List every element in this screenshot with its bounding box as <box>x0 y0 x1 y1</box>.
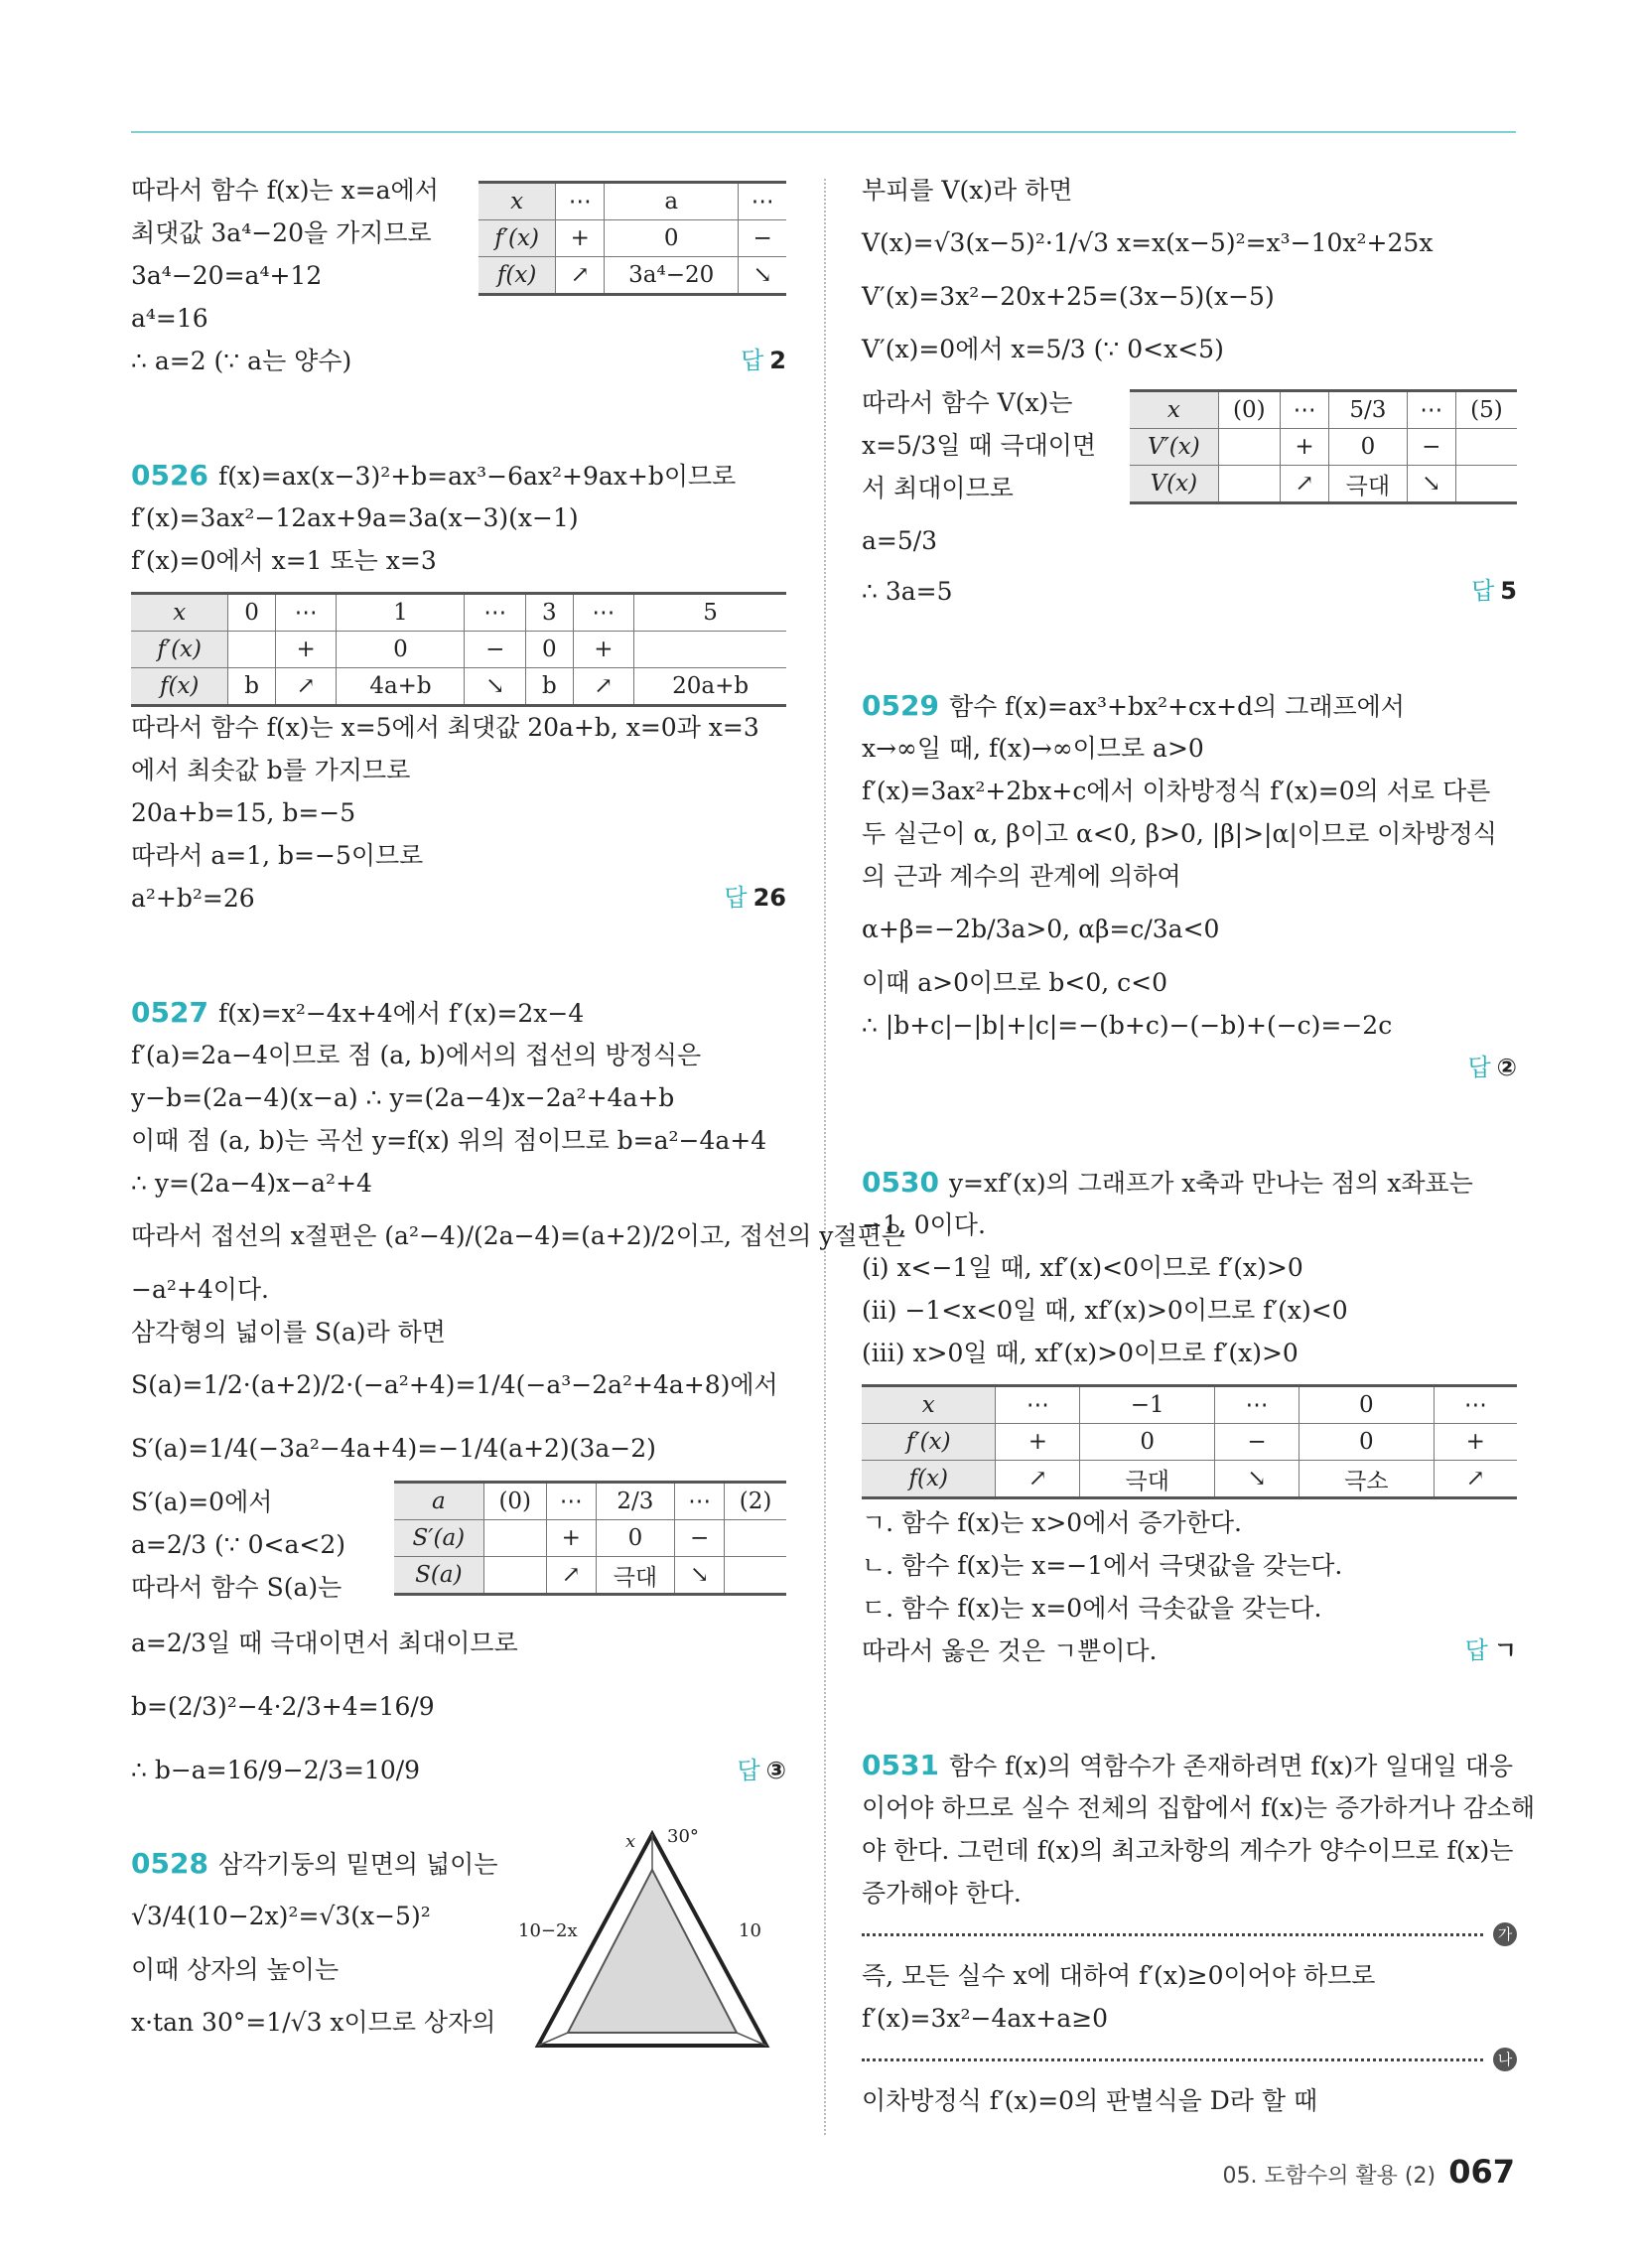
table-cell: 0 <box>526 632 573 668</box>
text-line: 20a+b=15, b=−5 <box>131 798 356 827</box>
text-line: V(x)=√3(x−5)²·1/√3 x=x(x−5)²=x³−10x²+25x <box>862 228 1434 257</box>
text-line: (ii) −1<x<0일 때, xf′(x)>0이므로 f′(x)<0 <box>862 1296 1348 1325</box>
chapter-label: 05. 도함수의 활용 (2) <box>1222 2164 1437 2189</box>
text-line: 에서 최솟값 b를 가지므로 <box>131 756 411 784</box>
angle-label: 30° <box>667 1826 699 1847</box>
table-row <box>394 1483 786 1520</box>
text-line: ㄴ. 함수 f(x)는 x=−1에서 극댓값을 갖는다. <box>862 1551 1343 1580</box>
table-cell: ↗ <box>546 1557 596 1595</box>
conclusion-text: 따라서 옳은 것은 ㄱ뿐이다. <box>862 1636 1158 1665</box>
text-line: f′(x)=3x²−4ax+a≥0 <box>862 2004 1109 2033</box>
table-row <box>479 257 786 295</box>
text-line: −a²+4이다. <box>131 1275 269 1304</box>
text-line: f′(a)=2a−4이므로 점 (a, b)에서의 접선의 방정식은 <box>131 1041 702 1069</box>
answer-label: 답 <box>1467 1054 1491 1081</box>
text-line: 증가해야 한다. <box>862 1879 1022 1908</box>
text-line <box>131 340 786 382</box>
table-cell: 극소 <box>1300 1461 1435 1498</box>
table-cell: ⋯ <box>573 594 634 632</box>
table-cell: (0) <box>483 1483 546 1520</box>
table-cell: ↘ <box>1407 466 1455 503</box>
table-cell: 2/3 <box>596 1483 675 1520</box>
table-cell <box>1455 429 1517 466</box>
table-cell: ↘ <box>675 1557 725 1595</box>
table-cell <box>1455 466 1517 503</box>
table-cell: 0 <box>1300 1386 1435 1424</box>
text-line <box>862 684 1517 727</box>
table-cell: 0 <box>228 594 275 632</box>
text-line: ∴ |b+c|−|b|+|c|=−(b+c)−(−b)+(−c)=−2c <box>862 1011 1393 1040</box>
table-cell: ↘ <box>465 668 526 706</box>
table-cell: a <box>605 183 739 220</box>
text-line: ㄷ. 함수 f(x)는 x=0에서 극솟값을 갖는다. <box>862 1594 1322 1623</box>
table-cell: ↗ <box>1434 1461 1517 1498</box>
conclusion-text: a²+b²=26 <box>131 884 255 913</box>
answer-label: 답 <box>1464 1636 1488 1664</box>
variation-table <box>479 181 786 296</box>
table-cell: + <box>556 220 605 257</box>
text-line: x→∞일 때, f(x)→∞이므로 a>0 <box>862 734 1204 763</box>
table-cell: ⋯ <box>675 1483 725 1520</box>
table-cell: ↗ <box>275 668 337 706</box>
variation-table <box>862 1384 1517 1499</box>
table-cell: x <box>131 594 228 632</box>
problem-text: f(x)=ax(x−3)²+b=ax³−6ax²+9ax+b이므로 <box>217 462 737 491</box>
text-line: 부피를 V(x)라 하면 <box>862 176 1073 205</box>
text-line: a⁴=16 <box>131 304 208 333</box>
table-cell: − <box>465 632 526 668</box>
variation-table <box>394 1481 786 1596</box>
problem-0530 <box>862 1161 1517 1672</box>
text-line: α+β=−2b/3a>0, αβ=c/3a<0 <box>862 915 1220 943</box>
text-line: S′(a)=1/4(−3a²−4a+4)=−1/4(a+2)(3a−2) <box>131 1434 656 1463</box>
answer-label: 답 <box>1471 577 1495 605</box>
table-cell: − <box>1215 1424 1300 1461</box>
variation-table <box>1130 389 1517 504</box>
table-cell <box>634 632 786 668</box>
text-line: 이때 a>0이므로 b<0, c<0 <box>862 968 1168 997</box>
problem-number: 0529 <box>862 689 939 722</box>
answer-value: 2 <box>769 347 786 374</box>
text-line: (iii) x>0일 때, xf′(x)>0이므로 f′(x)>0 <box>862 1339 1299 1367</box>
table-cell: 극대 <box>596 1557 675 1595</box>
text-line: x=5/3일 때 극대이면 <box>862 431 1097 460</box>
text-line: y−b=(2a−4)(x−a) ∴ y=(2a−4)x−2a²+4a+b <box>131 1083 675 1112</box>
text-line: a=2/3 (∵ 0<a<2) <box>131 1530 346 1559</box>
table-cell: a <box>394 1483 483 1520</box>
text-line: f′(x)=0에서 x=1 또는 x=3 <box>131 546 437 575</box>
answer-label: 답 <box>741 347 764 374</box>
problem-0528 <box>131 1826 786 2055</box>
table-cell: − <box>675 1520 725 1557</box>
table-row <box>131 632 786 668</box>
table-row <box>862 1424 1517 1461</box>
text-line: 두 실근이 α, β이고 α<0, β>0, |β|>|α|이므로 이차방정식 <box>862 819 1497 848</box>
table-cell: ⋯ <box>556 183 605 220</box>
text-line: 이차방정식 f′(x)=0의 판별식을 D라 할 때 <box>862 2086 1318 2115</box>
header-rule <box>131 131 1516 133</box>
text-line: 서 최대이므로 <box>862 474 1014 502</box>
table-cell <box>725 1557 786 1595</box>
table-cell: V′(x) <box>1130 429 1218 466</box>
table-cell: + <box>1434 1424 1517 1461</box>
text-line: 따라서 함수 S(a)는 <box>131 1573 342 1602</box>
table-cell <box>483 1557 546 1595</box>
table-cell: (2) <box>725 1483 786 1520</box>
table-row <box>394 1557 786 1595</box>
text-line: 3a⁴−20=a⁴+12 <box>131 261 323 290</box>
intro-block <box>131 169 786 382</box>
table-cell: 20a+b <box>634 668 786 706</box>
answer-badge <box>1467 1047 1517 1089</box>
table-cell: ↘ <box>739 257 786 295</box>
table-cell: b <box>228 668 275 706</box>
text-line: ∴ y=(2a−4)x−a²+4 <box>131 1169 372 1198</box>
problem-number: 0527 <box>131 996 208 1029</box>
table-cell: ⋯ <box>1407 391 1455 429</box>
problem-0526 <box>131 454 786 920</box>
text-line: V′(x)=3x²−20x+25=(3x−5)(x−5) <box>862 282 1275 311</box>
conclusion-text: ∴ b−a=16/9−2/3=10/9 <box>131 1756 421 1784</box>
text-line: √3/4(10−2x)²=√3(x−5)² <box>131 1902 431 1930</box>
table-cell: ↗ <box>996 1461 1080 1498</box>
text-line: 따라서 접선의 x절편은 (a²−4)/(2a−4)=(a+2)/2이고, 접선의 y절편은 <box>131 1221 905 1250</box>
conclusion-text: ∴ a=2 (∵ a는 양수) <box>131 347 352 375</box>
x-label: x <box>625 1831 636 1852</box>
table-cell: ⋯ <box>1280 391 1328 429</box>
problem-0529 <box>862 684 1517 1089</box>
table-row <box>1130 429 1517 466</box>
left-side-label: 10−2x <box>518 1920 578 1941</box>
text-line <box>862 1161 1517 1204</box>
table-cell: b <box>526 668 573 706</box>
table-cell: ↗ <box>556 257 605 295</box>
text-line <box>131 991 786 1034</box>
problem-text: f(x)=x²−4x+4에서 f′(x)=2x−4 <box>217 999 585 1028</box>
problem-number: 0526 <box>131 459 208 492</box>
text-line: 이때 상자의 높이는 <box>131 1955 340 1984</box>
text-line: a=2/3일 때 극대이면서 최대이므로 <box>131 1629 518 1657</box>
table-cell: (0) <box>1218 391 1280 429</box>
problem-text: 함수 f(x)의 역함수가 존재하려면 f(x)가 일대일 대응 <box>948 1752 1514 1780</box>
table-row <box>862 1461 1517 1498</box>
table-cell: ⋯ <box>739 183 786 220</box>
table-cell: + <box>573 632 634 668</box>
table-cell: 4a+b <box>337 668 465 706</box>
text-line <box>131 1739 786 1802</box>
table-cell: ⋯ <box>996 1386 1080 1424</box>
table-cell: 0 <box>1080 1424 1215 1461</box>
text-line: −1, 0이다. <box>862 1210 986 1239</box>
answer-value: ② <box>1496 1054 1517 1081</box>
table-cell: ⋯ <box>1434 1386 1517 1424</box>
problem-0531 <box>862 1744 1536 2122</box>
table-cell: x <box>479 183 556 220</box>
text-line: ㄱ. 함수 f(x)는 x>0에서 증가한다. <box>862 1508 1242 1537</box>
text-line: 따라서 a=1, b=−5이므로 <box>131 841 424 870</box>
table-cell: x <box>862 1386 996 1424</box>
table-cell <box>725 1520 786 1557</box>
table-cell: 5 <box>634 594 786 632</box>
table-cell: 1 <box>337 594 465 632</box>
table-cell: ↗ <box>573 668 634 706</box>
table-cell: + <box>275 632 337 668</box>
table-row <box>1130 391 1517 429</box>
table-cell: ⋯ <box>546 1483 596 1520</box>
text-line: S(a)=1/2·(a+2)/2·(−a²+4)=1/4(−a³−2a²+4a+8)에서 <box>131 1370 778 1399</box>
table-cell: 0 <box>596 1520 675 1557</box>
table-cell: ⋯ <box>1215 1386 1300 1424</box>
column-divider <box>824 179 826 2135</box>
table-cell: 0 <box>337 632 465 668</box>
step-marker: 나 <box>1493 2048 1517 2071</box>
table-row <box>394 1520 786 1557</box>
answer-badge <box>741 340 786 382</box>
text-line: 이때 점 (a, b)는 곡선 y=f(x) 위의 점이므로 b=a²−4a+4 <box>131 1126 767 1155</box>
table-cell: f(x) <box>131 668 228 706</box>
table-row <box>479 183 786 220</box>
table-cell: ⋯ <box>465 594 526 632</box>
problem-text: y=xf′(x)의 그래프가 x축과 만나는 점의 x좌표는 <box>948 1169 1473 1198</box>
text-line: 따라서 함수 f(x)는 x=a에서 <box>131 176 439 205</box>
table-cell: 극대 <box>1080 1461 1215 1498</box>
text-line: 이어야 하므로 실수 전체의 집합에서 f(x)는 증가하거나 감소해 <box>862 1793 1536 1822</box>
text-line: 즉, 모든 실수 x에 대하여 f′(x)≥0이어야 하므로 <box>862 1961 1376 1990</box>
conclusion-text: ∴ 3a=5 <box>862 577 953 606</box>
text-line: 따라서 함수 f(x)는 x=5에서 최댓값 20a+b, x=0과 x=3 <box>131 713 759 742</box>
step-separator <box>862 2040 1517 2079</box>
problem-text: 함수 f(x)=ax³+bx²+cx+d의 그래프에서 <box>948 692 1405 721</box>
text-line: a=5/3 <box>862 526 938 555</box>
table-cell: + <box>546 1520 596 1557</box>
answer-badge <box>724 877 786 920</box>
answer-badge <box>1471 570 1517 613</box>
answer-value: ③ <box>765 1757 786 1784</box>
table-cell: (5) <box>1455 391 1517 429</box>
step-separator <box>862 1914 1517 1954</box>
text-line: V′(x)=0에서 x=5/3 (∵ 0<x<5) <box>862 335 1224 363</box>
text-line: 최댓값 3a⁴−20을 가지므로 <box>131 218 432 247</box>
text-line <box>862 1047 1517 1089</box>
table-cell <box>1218 429 1280 466</box>
table-cell: ↗ <box>1280 466 1328 503</box>
table-cell: 5/3 <box>1329 391 1407 429</box>
text-line: 의 근과 계수의 관계에 의하여 <box>862 862 1181 891</box>
table-cell: 3 <box>526 594 573 632</box>
table-row <box>479 220 786 257</box>
text-line: 따라서 함수 V(x)는 <box>862 388 1073 417</box>
table-cell: 0 <box>605 220 739 257</box>
table-cell: + <box>996 1424 1080 1461</box>
table-cell: ↘ <box>1215 1461 1300 1498</box>
table-cell: f′(x) <box>862 1424 996 1461</box>
table-cell <box>483 1520 546 1557</box>
answer-value: 5 <box>1500 577 1517 605</box>
page-number: 067 <box>1448 2153 1515 2191</box>
right-side-label: 10 <box>739 1920 761 1941</box>
text-line <box>131 454 786 496</box>
answer-value: ㄱ <box>1493 1636 1517 1664</box>
answer-value: 26 <box>753 884 786 912</box>
table-row <box>131 668 786 706</box>
table-cell: x <box>1130 391 1218 429</box>
table-cell: f(x) <box>862 1461 996 1498</box>
table-cell: S(a) <box>394 1557 483 1595</box>
table-cell: − <box>739 220 786 257</box>
text-line: (i) x<−1일 때, xf′(x)<0이므로 f′(x)>0 <box>862 1253 1303 1282</box>
text-line <box>862 1744 1517 1786</box>
table-cell: 3a⁴−20 <box>605 257 739 295</box>
text-line <box>862 1630 1517 1672</box>
prism-base-figure <box>518 1812 786 2060</box>
table-row <box>131 594 786 632</box>
table-cell <box>228 632 275 668</box>
text-line: f′(x)=3ax²−12ax+9a=3a(x−3)(x−1) <box>131 503 579 532</box>
table-cell: 0 <box>1300 1424 1435 1461</box>
text-line: x·tan 30°=1/√3 x이므로 상자의 <box>131 2008 496 2037</box>
text-line <box>131 877 786 920</box>
table-cell: 극대 <box>1329 466 1407 503</box>
table-cell: S′(a) <box>394 1520 483 1557</box>
text-line: 삼각형의 넓이를 S(a)라 하면 <box>131 1318 446 1347</box>
right-column <box>862 169 1536 2122</box>
text-line <box>862 570 1517 613</box>
text-line: b=(2/3)²−4·2/3+4=16/9 <box>131 1692 435 1721</box>
table-cell: −1 <box>1080 1386 1215 1424</box>
answer-badge <box>1465 1630 1517 1672</box>
answer-label: 답 <box>737 1757 760 1784</box>
page-footer <box>1222 2153 1515 2191</box>
text-line: S′(a)=0에서 <box>131 1488 273 1516</box>
table-cell: − <box>1407 429 1455 466</box>
problem-number: 0531 <box>862 1749 939 1781</box>
table-cell: ⋯ <box>275 594 337 632</box>
problem-0528-continued <box>862 169 1517 613</box>
answer-badge <box>737 1739 786 1802</box>
answer-label: 답 <box>724 884 748 912</box>
table-cell: f′(x) <box>479 220 556 257</box>
text-line: 야 한다. 그런데 f(x)의 최고차항의 계수가 양수이므로 f(x)는 <box>862 1836 1514 1865</box>
table-cell: f(x) <box>479 257 556 295</box>
step-marker: 가 <box>1493 1922 1517 1946</box>
problem-text: 삼각기둥의 밑면의 넓이는 <box>217 1850 498 1879</box>
table-cell: V(x) <box>1130 466 1218 503</box>
variation-table <box>131 592 786 707</box>
problem-number: 0528 <box>131 1847 208 1880</box>
table-cell: f′(x) <box>131 632 228 668</box>
table-row <box>1130 466 1517 503</box>
table-row <box>862 1386 1517 1424</box>
table-cell: 0 <box>1329 429 1407 466</box>
table-cell: + <box>1280 429 1328 466</box>
table-cell <box>1218 466 1280 503</box>
text-line: f′(x)=3ax²+2bx+c에서 이차방정식 f′(x)=0의 서로 다른 <box>862 777 1491 805</box>
problem-number: 0530 <box>862 1166 939 1199</box>
